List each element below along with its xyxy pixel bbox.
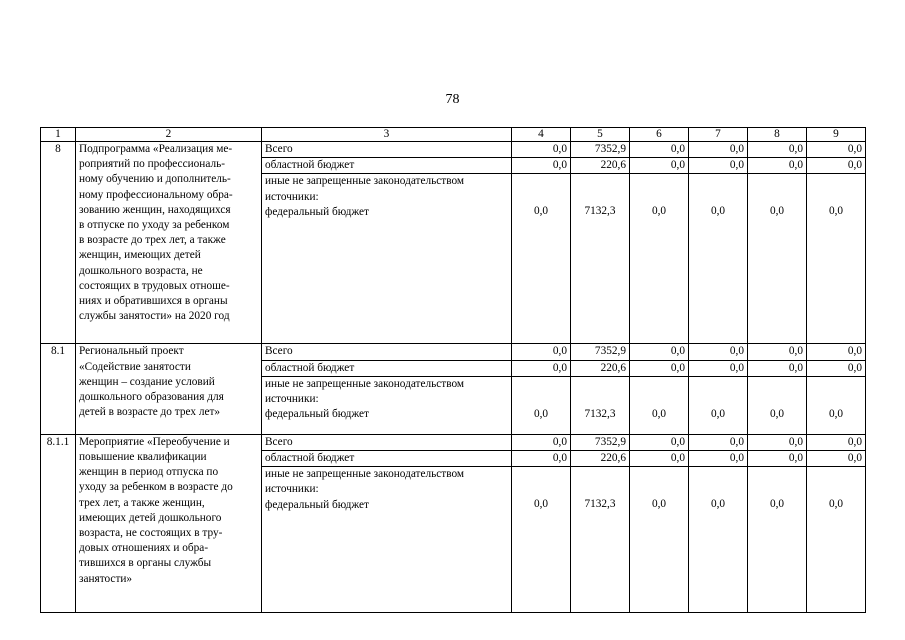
column-header: 5	[571, 128, 630, 142]
value-cell-v6: 0,0	[630, 174, 689, 344]
program-name-line: ному обучению и дополнитель-	[79, 173, 231, 186]
funding-source-line: иные не запрещенные законодательством	[265, 377, 465, 390]
value-cell-v9: 0,0	[807, 451, 866, 467]
value-cell-v5: 7132,3	[571, 467, 630, 613]
program-name-line: женщин – создание условий	[79, 375, 215, 388]
funding-source-line: источники:	[265, 483, 319, 496]
funding-source: Всего	[262, 142, 512, 158]
value-cell-v9: 0,0	[807, 376, 866, 434]
budget-table	[40, 127, 866, 613]
value-cell-v6: 0,0	[630, 360, 689, 376]
program-name-line: роприятий по профессиональ-	[79, 158, 225, 171]
value-cell-v9: 0,0	[807, 142, 866, 158]
value-cell-v6: 0,0	[630, 158, 689, 174]
value-cell-v9: 0,0	[807, 158, 866, 174]
value-cell-v7: 0,0	[689, 142, 748, 158]
funding-source: Всего	[262, 344, 512, 360]
value-cell-v4: 0,0	[512, 376, 571, 434]
program-name-line: службы занятости» на 2020 год	[79, 310, 230, 323]
value-cell-v9: 0,0	[807, 360, 866, 376]
value-cell-v7: 0,0	[689, 360, 748, 376]
value-cell-v7: 0,0	[689, 376, 748, 434]
value-cell-v7: 0,0	[689, 344, 748, 360]
column-header: 3	[262, 128, 512, 142]
funding-source-line: федеральный бюджет	[265, 205, 369, 218]
value-cell-v6: 0,0	[630, 451, 689, 467]
program-name-line: Региональный проект	[79, 345, 184, 358]
funding-source: областной бюджет	[262, 360, 512, 376]
funding-source	[262, 376, 512, 434]
row-number: 8	[41, 142, 76, 344]
funding-source-line: федеральный бюджет	[265, 408, 369, 421]
value-cell-v9: 0,0	[807, 434, 866, 450]
value-cell-v6: 0,0	[630, 376, 689, 434]
value-cell-v6: 0,0	[630, 467, 689, 613]
value-cell-v8: 0,0	[748, 174, 807, 344]
value-cell-v8: 0,0	[748, 344, 807, 360]
column-header: 6	[630, 128, 689, 142]
value-cell-v7: 0,0	[689, 158, 748, 174]
column-header: 9	[807, 128, 866, 142]
funding-source	[262, 467, 512, 613]
value-cell-v4: 0,0	[512, 344, 571, 360]
value-cell-v5: 7132,3	[571, 376, 630, 434]
funding-source-line: иные не запрещенные законодательством	[265, 468, 465, 481]
program-name-line: Мероприятие «Переобучение и	[79, 435, 230, 448]
row-number: 8.1	[41, 344, 76, 434]
value-cell-v4: 0,0	[512, 451, 571, 467]
value-cell-v8: 0,0	[748, 142, 807, 158]
program-name-line: состоящих в трудовых отноше-	[79, 279, 230, 292]
program-name-line: имеющих детей дошкольного	[79, 511, 222, 524]
program-name-line: возраста, не состоящих в тру-	[79, 527, 223, 540]
program-name	[76, 344, 262, 434]
value-cell-v9: 0,0	[807, 174, 866, 344]
program-name-line: дошкольного возраста, не	[79, 264, 203, 277]
program-name-line: занятости»	[79, 572, 133, 585]
value-cell-v8: 0,0	[748, 451, 807, 467]
program-name-line: ниях и обратившихся в органы	[79, 295, 228, 308]
value-cell-v8: 0,0	[748, 360, 807, 376]
program-name-line: довых отношениях и обра-	[79, 542, 209, 555]
program-name-line: трех лет, а также женщин,	[79, 496, 205, 509]
value-cell-v4: 0,0	[512, 434, 571, 450]
table-row	[41, 142, 866, 158]
value-cell-v5: 7352,9	[571, 344, 630, 360]
column-header: 1	[41, 128, 76, 142]
funding-source-line: источники:	[265, 190, 319, 203]
page-number: 78	[445, 92, 460, 107]
funding-source: Всего	[262, 434, 512, 450]
program-name-line: дошкольного образования для	[79, 391, 224, 404]
column-header: 2	[76, 128, 262, 142]
program-name-line: в возрасте до трех лет, а также	[79, 234, 226, 247]
value-cell-v4: 0,0	[512, 142, 571, 158]
funding-source	[262, 174, 512, 344]
value-cell-v4: 0,0	[512, 360, 571, 376]
value-cell-v7: 0,0	[689, 434, 748, 450]
table-row	[41, 434, 866, 450]
value-cell-v5: 220,6	[571, 158, 630, 174]
value-cell-v5: 7352,9	[571, 434, 630, 450]
value-cell-v8: 0,0	[748, 434, 807, 450]
value-cell-v6: 0,0	[630, 434, 689, 450]
funding-source-line: федеральный бюджет	[265, 498, 369, 511]
program-name-line: Подпрограмма «Реализация ме-	[79, 143, 233, 155]
program-name-line: ному профессиональному обра-	[79, 188, 233, 201]
value-cell-v6: 0,0	[630, 142, 689, 158]
program-name-line: тившихся в органы службы	[79, 557, 212, 570]
program-name-line: «Содействие занятости	[79, 360, 191, 373]
funding-source-line: источники:	[265, 393, 319, 406]
funding-source: областной бюджет	[262, 158, 512, 174]
value-cell-v4: 0,0	[512, 174, 571, 344]
column-header: 4	[512, 128, 571, 142]
value-cell-v8: 0,0	[748, 158, 807, 174]
column-header: 7	[689, 128, 748, 142]
value-cell-v5: 220,6	[571, 360, 630, 376]
program-name-line: в отпуске по уходу за ребенком	[79, 219, 230, 232]
value-cell-v7: 0,0	[689, 174, 748, 344]
value-cell-v5: 7132,3	[571, 174, 630, 344]
program-name-line: женщин в период отпуска по	[79, 466, 219, 479]
value-cell-v8: 0,0	[748, 376, 807, 434]
program-name-line: повышение квалификации	[79, 451, 207, 464]
funding-source-line: иные не запрещенные законодательством	[265, 175, 465, 188]
value-cell-v7: 0,0	[689, 467, 748, 613]
program-name	[76, 434, 262, 612]
program-name-line: уходу за ребенком в возрасте до	[79, 481, 233, 494]
value-cell-v9: 0,0	[807, 467, 866, 613]
value-cell-v5: 220,6	[571, 451, 630, 467]
value-cell-v7: 0,0	[689, 451, 748, 467]
table-row	[41, 344, 866, 360]
funding-source: областной бюджет	[262, 451, 512, 467]
program-name-line: зованию женщин, находящихся	[79, 203, 231, 216]
value-cell-v5: 7352,9	[571, 142, 630, 158]
column-header: 8	[748, 128, 807, 142]
value-cell-v9: 0,0	[807, 344, 866, 360]
value-cell-v4: 0,0	[512, 158, 571, 174]
row-number: 8.1.1	[41, 434, 76, 612]
value-cell-v4: 0,0	[512, 467, 571, 613]
program-name-line: детей в возрасте до трех лет»	[79, 406, 221, 419]
header-row	[41, 128, 866, 142]
program-name-line: женщин, имеющих детей	[79, 249, 201, 262]
value-cell-v8: 0,0	[748, 467, 807, 613]
program-name	[76, 142, 262, 344]
value-cell-v6: 0,0	[630, 344, 689, 360]
